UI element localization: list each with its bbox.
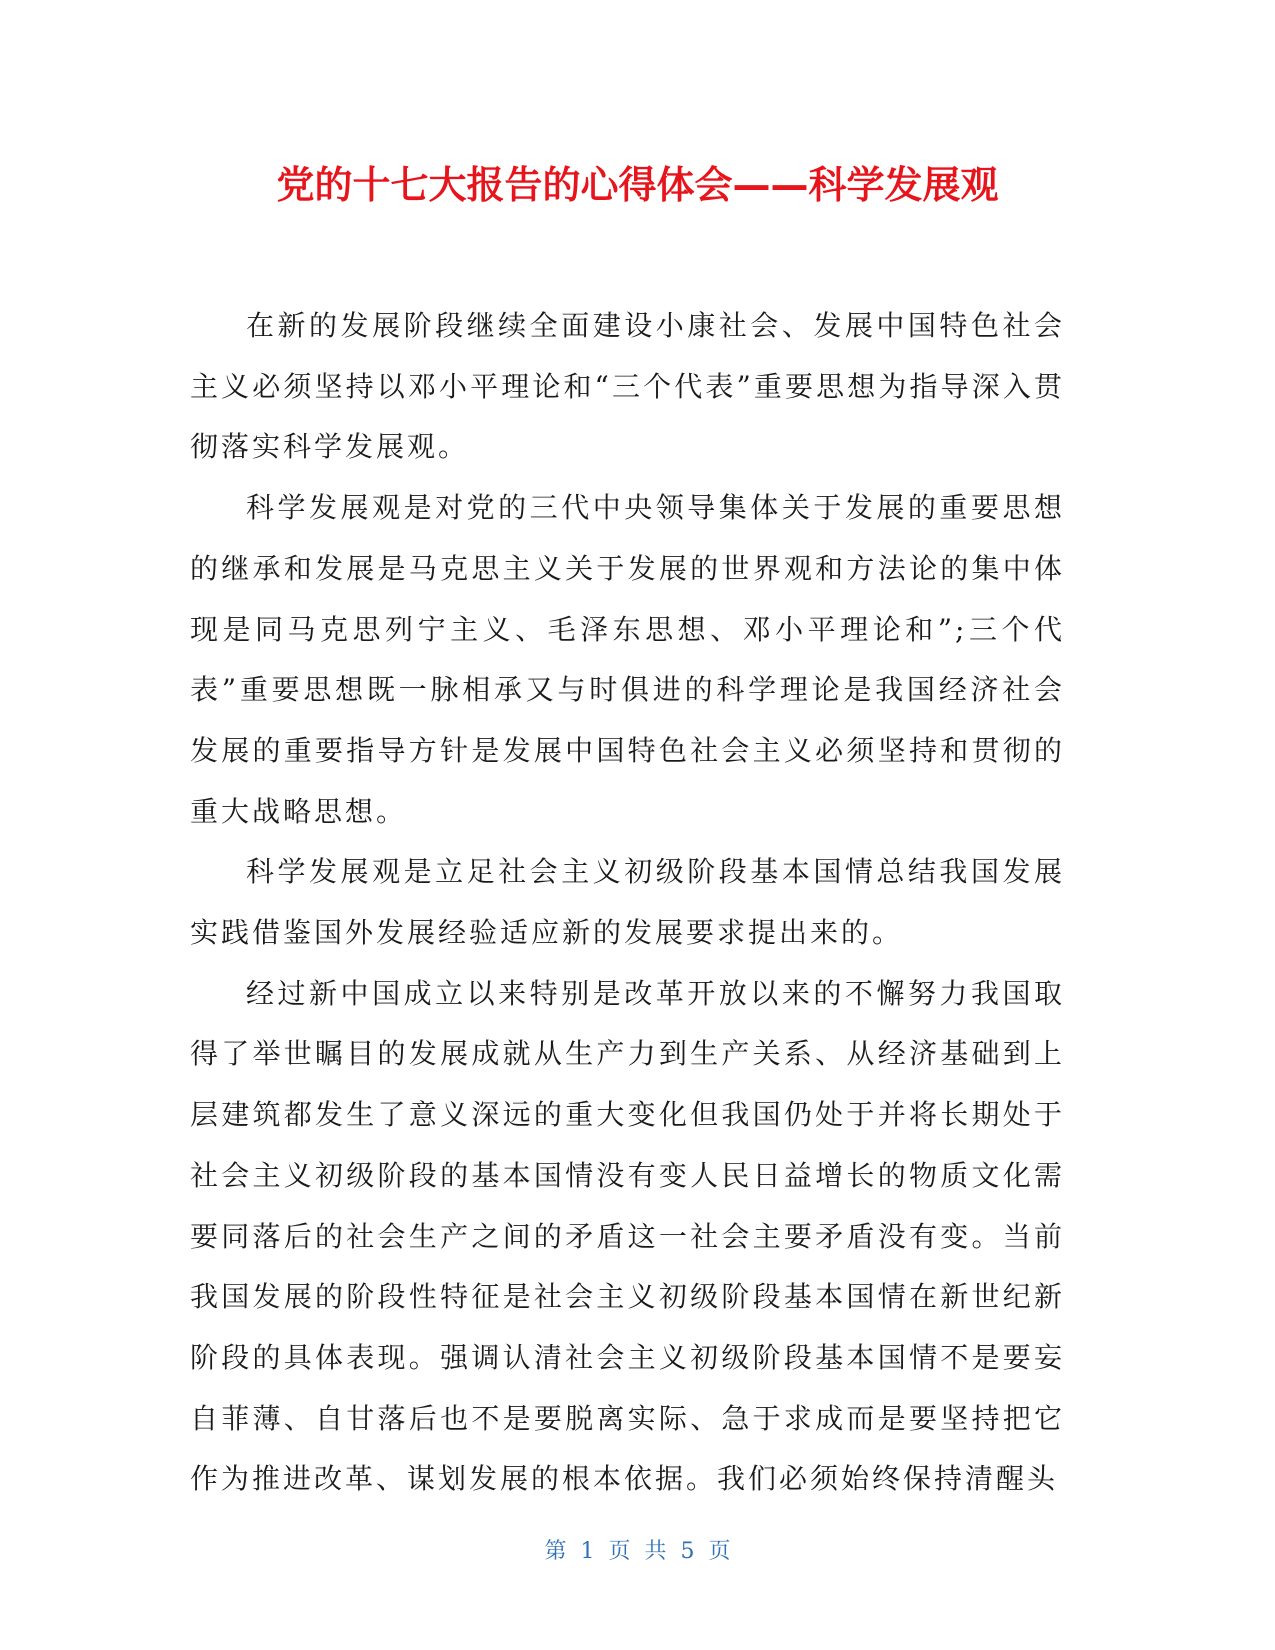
page-footer: [0, 1537, 1275, 1567]
total-pages-number: 5: [680, 1539, 695, 1564]
total-unit-label: 页: [708, 1539, 731, 1564]
paragraph: 科学发展观是立足社会主义初级阶段基本国情总结我国发展实践借鉴国外发展经验适应新的发展要求提出来的。: [190, 855, 1065, 950]
document-title: 党的十七大报告的心得体会——科学发展观: [276, 163, 999, 207]
total-label: 共: [644, 1539, 667, 1564]
paragraph: 科学发展观是对党的三代中央领导集体关于发展的重要思想的继承和发展是马克思主义关于发展的世界观和方法论的集中体现是同马克思列宁主义、毛泽东思想、邓小平理论和”;三个代表”重要思想既一脉相承又与时俱进的科学理论是我国经济社会发展的重要指导方针是发展中国特色社会主义必须坚持和贯彻的重大战略思想。: [190, 491, 1065, 828]
paragraph: 在新的发展阶段继续全面建设小康社会、发展中国特色社会主义必须坚持以邓小平理论和“三个代表”重要思想为指导深入贯彻落实科学发展观。: [190, 309, 1065, 464]
page-label: 第: [544, 1539, 567, 1564]
current-page-number: 1: [580, 1539, 595, 1564]
page-unit-label: 页: [608, 1539, 631, 1564]
paragraph: 经过新中国成立以来特别是改革开放以来的不懈努力我国取得了举世瞩目的发展成就从生产力到生产关系、从经济基础到上层建筑都发生了意义深远的重大变化但我国仍处于并将长期处于社会主义初级阶段的基本国情没有变人民日益增长的物质文化需要同落后的社会生产之间的矛盾这一社会主要矛盾没有变。当前我国发展的阶段性特征是社会主义初级阶段基本国情在新世纪新阶段的具体表现。强调认清社会主义初级阶段基本国情不是要妄自菲薄、自甘落后也不是要脱离实际、急于求成而是要坚持把它作为推进改革、谋划发展的根本依据。我们必须始终保持清醒头: [190, 976, 1065, 1496]
document-body: [190, 296, 1065, 1510]
